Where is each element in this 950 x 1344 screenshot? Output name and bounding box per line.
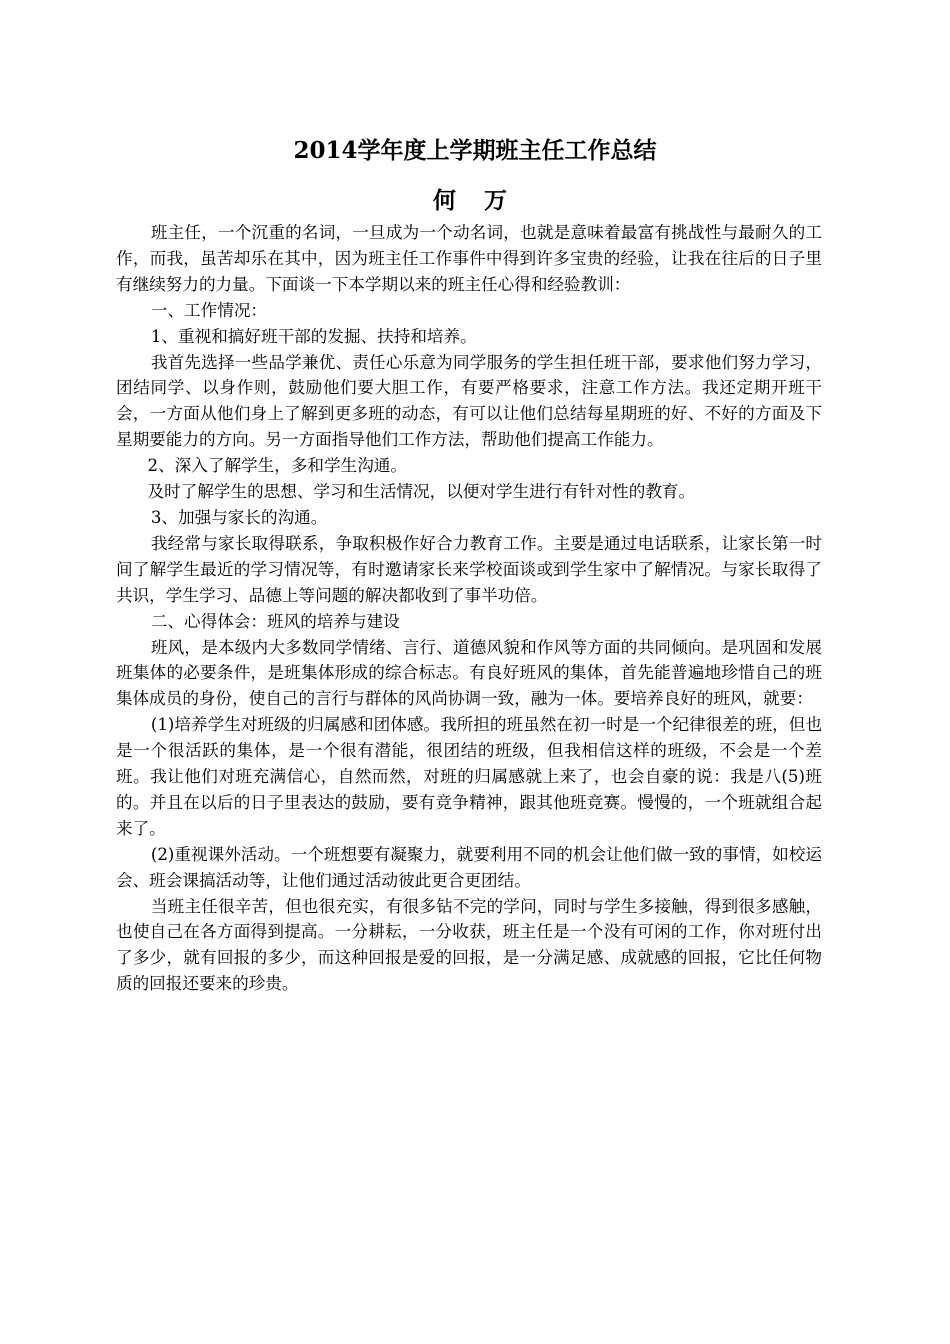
subheading-understand-students: 2、深入了解学生，多和学生沟通。	[147, 456, 407, 476]
heading-work-situation: 一、工作情况：	[150, 300, 268, 320]
paragraph-class-cadres: 我首先选择一些品学兼优、责任心乐意为同学服务的学生担任班干部，要求他们努力学习，团结同学、以身作则，鼓励他们要大胆工作，有要严格要求，注意工作方法。我还定期开班干会，一方面从他们身上了解到更多班的动态，有可以让他们总结每星期班的好、不好的方面及下星期要能力的方向。另一方面指导他们工作方法，帮助他们提高工作能力。	[116, 352, 822, 450]
paragraph-intro: 班主任，一个沉重的名词，一旦成为一个动名词，也就是意味着最富有挑战性与最耐久的工作，而我，虽苦却乐在其中，因为班主任工作事件中得到许多宝贵的经验，让我在往后的日子里有继续努力的力量。下面谈一下本学期以来的班主任心得和经验教训：	[116, 223, 822, 294]
document-body	[116, 220, 822, 997]
heading-experience: 二、心得体会：班风的培养与建设	[150, 611, 400, 631]
subheading-class-cadres: 1、重视和搞好班干部的发掘、扶持和培养。	[150, 326, 477, 346]
paragraph-parents: 我经常与家长取得联系，争取积极作好合力教育工作。主要是通过电话联系，让家长第一时间了解学生最近的学习情况等，有时邀请家长来学校面谈或到学生家中了解情况。与家长取得了共识，学生学习、品德上等问题的解决都收到了事半功倍。	[116, 533, 822, 605]
subheading-parents: 3、加强与家长的沟通。	[150, 507, 328, 527]
paragraph-conclusion: 当班主任很辛苦，但也很充实，有很多钻不完的学问，同时与学生多接触，得到很多感触，也使自己在各方面得到提高。一分耕耘，一分收获，班主任是一个没有可闲的工作，你对班付出了多少，就有回报的多少，而这种回报是爱的回报，是一分满足感、成就感的回报，它比任何物质的回报还要来的珍贵。	[116, 896, 822, 994]
paragraph-activities: (2)重视课外活动。一个班想要有凝聚力，就要利用不同的机会让他们做一致的事情，如校运会、班会课搞活动等，让他们通过活动彼此更合更团结。	[116, 844, 822, 890]
paragraph-understand-students: 及时了解学生的思想、学习和生活情况，以便对学生进行有针对性的教育。	[147, 482, 696, 502]
document-author: 何 万	[432, 187, 517, 214]
paragraph-class-style: 班风，是本级内大多数同学情绪、言行、道德风貌和作风等方面的共同倾向。是巩固和发展班集体的必要条件，是班集体形成的综合标志。有良好班风的集体，首先能普遍地珍惜自己的班集体成员的身份，使自己的言行与群体的风尚协调一致，融为一体。要培养良好的班风，就要：	[116, 637, 822, 709]
paragraph-belonging: (1)培养学生对班级的归属感和团体感。我所担的班虽然在初一时是一个纪律很差的班，但也是一个很活跃的集体，是一个很有潜能，很团结的班级，但我相信这样的班级，不会是一个差班。我让他们对班充满信心，自然而然，对班的归属感就上来了，也会自豪的说：我是八(5)班的。并且在以后的日子里表达的鼓励，要有竞争精神，跟其他班竞赛。慢慢的，一个班就组合起来了。	[116, 715, 822, 838]
document-title: 2014学年度上学期班主任工作总结	[293, 137, 657, 164]
